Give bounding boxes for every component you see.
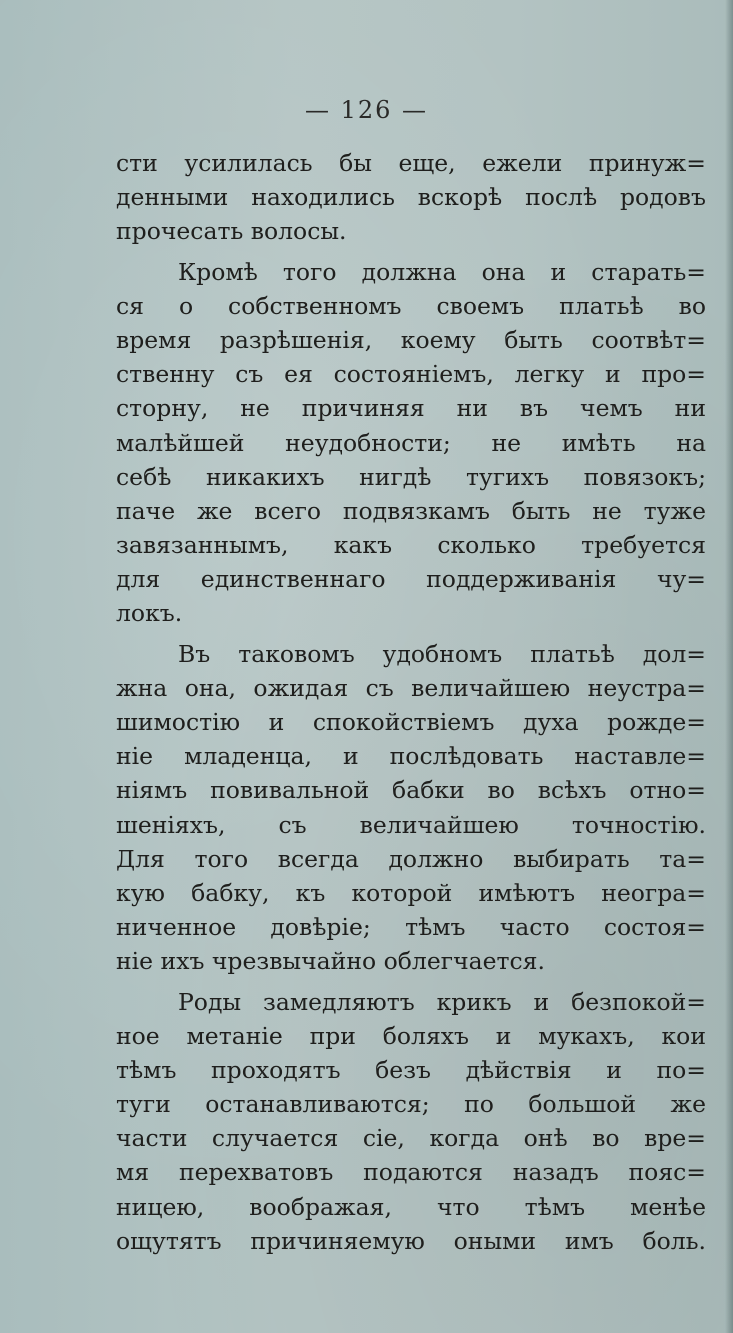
paragraph — [116, 985, 706, 1259]
text-line: жна она, ожидая съ величайшею неустра= — [116, 673, 706, 702]
text-line: тѣмъ проходятъ безъ дѣйствія и по= — [116, 1055, 706, 1084]
text-line: кую бабку, къ которой имѣютъ неогра= — [116, 878, 706, 907]
text-line: время разрѣшенія, коему быть соотвѣт= — [116, 325, 706, 354]
text-line: Роды замедляютъ крикъ и безпокой= — [178, 987, 706, 1016]
text-line: денными находились вскорѣ послѣ родовъ — [116, 183, 706, 212]
text-line: шимостію и спокойствіемъ духа рожде= — [116, 708, 706, 736]
text-line: Кромѣ того должна она и старать= — [178, 257, 706, 286]
text-line: ніямъ повивальной бабки во всѣхъ отно= — [116, 776, 706, 805]
text-line: части случается сіе, когда онѣ во вре= — [116, 1124, 706, 1153]
text-line: ніе младенца, и послѣдовать наставле= — [116, 742, 706, 771]
paragraph — [116, 146, 706, 249]
text-line: себѣ никакихъ нигдѣ тугихъ повязокъ; — [116, 462, 706, 491]
text-line: шеніяхъ, съ величайшею точностію. — [116, 810, 706, 839]
text-line: ощутятъ причиняемую оными имъ боль. — [116, 1226, 706, 1255]
page-number: — 126 — — [304, 96, 429, 124]
text-line: сти усилилась бы еще, ежели принуж= — [116, 149, 706, 177]
text-line: ственну съ ея состояніемъ, легку и про= — [116, 360, 706, 389]
text-line: Въ таковомъ удобномъ платьѣ дол= — [178, 639, 706, 668]
page-edge-shadow — [725, 0, 733, 1333]
text-line: завязаннымъ, какъ сколько требуется — [116, 531, 706, 560]
text-line: Для того всегда должно выбирать та= — [116, 844, 706, 873]
text-line: для единственнаго поддерживанія чу= — [116, 565, 706, 594]
text-line: локъ. — [116, 599, 183, 628]
text-line: мя перехватовъ подаются назадъ пояс= — [116, 1158, 706, 1187]
text-line: паче же всего подвязкамъ быть не туже — [116, 496, 706, 525]
body-text — [116, 146, 706, 1258]
paragraph — [116, 255, 706, 631]
text-line: ницею, воображая, что тѣмъ менѣе — [116, 1192, 706, 1221]
text-line: сторну, не причиняя ни въ чемъ ни — [116, 394, 706, 423]
text-line: ниченное довѣріе; тѣмъ часто состоя= — [116, 913, 706, 942]
text-line: прочесать волосы. — [116, 217, 347, 246]
text-line: ное метаніе при боляхъ и мукахъ, кои — [116, 1021, 706, 1050]
text-line: ніе ихъ чрезвычайно облегчается. — [116, 947, 545, 976]
text-line: малѣйшей неудобности; не имѣть на — [116, 428, 706, 457]
text-line: ся о собственномъ своемъ платьѣ во — [116, 291, 706, 320]
paragraph — [116, 637, 706, 979]
text-line: туги останавливаются; по большой же — [116, 1090, 706, 1119]
